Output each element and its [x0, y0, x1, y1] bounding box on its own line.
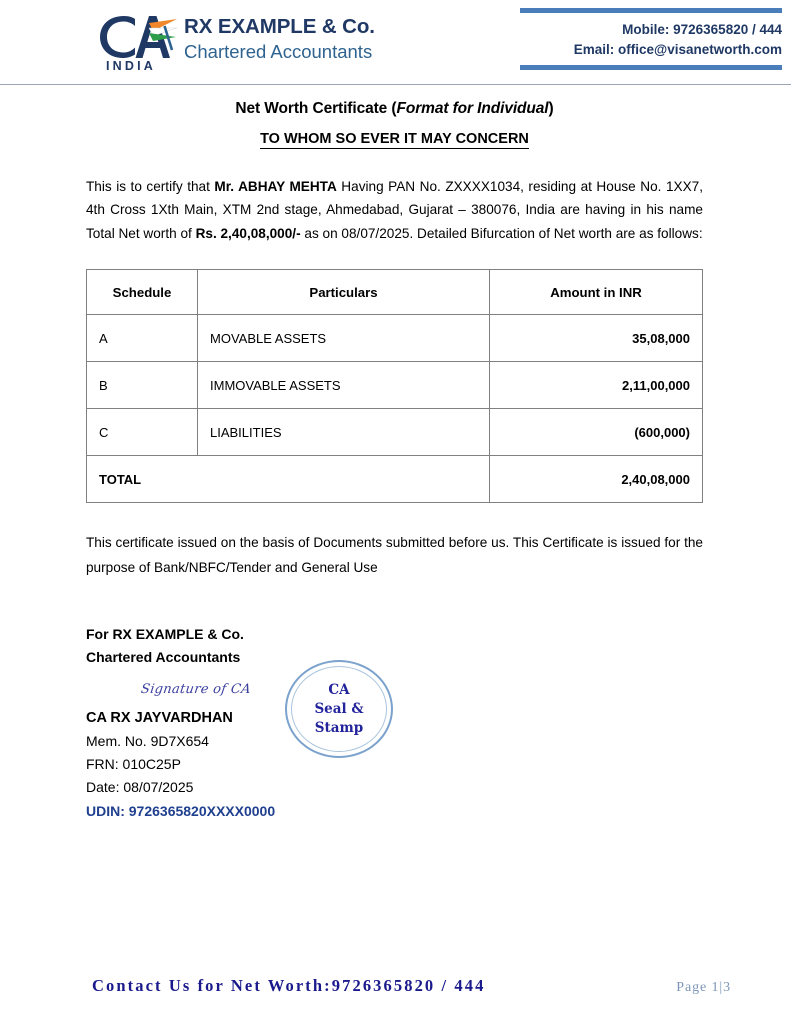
cell-amount: 2,11,00,000: [490, 362, 703, 409]
document-body: [86, 95, 703, 853]
page-title-suffix: ): [548, 100, 554, 117]
firm-name: RX EXAMPLE & Co.: [184, 14, 375, 38]
intro-text-3: as on 08/07/2025. Detailed Bifurcation of Net worth are as follows:: [300, 225, 703, 241]
ca-seal-stamp-icon: [285, 660, 393, 758]
signatory-designation: Chartered Accountants: [86, 649, 241, 666]
document-footer: [92, 976, 731, 996]
cell-schedule: A: [87, 315, 198, 362]
page-subtitle-text: TO WHOM SO EVER IT MAY CONCERN: [260, 131, 529, 147]
cell-amount: (600,000): [490, 409, 703, 456]
ca-india-logo-icon: [92, 6, 178, 72]
logo-india-text: INDIA: [106, 59, 157, 72]
closing-paragraph: This certificate issued on the basis of Documents submitted before us. This Certificate is issued for the purpose of Bank/NBFC/Tender and General Use: [86, 535, 703, 576]
certification-paragraph: [86, 175, 703, 245]
cell-particulars: MOVABLE ASSETS: [198, 315, 490, 362]
header-mobile: Mobile: 9726365820 / 444: [622, 22, 782, 37]
header-contact-block: [520, 8, 782, 70]
footer-contact: Contact Us for Net Worth:9726365820 / 444: [92, 976, 486, 995]
signature-date: Date: 08/07/2025: [86, 778, 194, 795]
cell-schedule: C: [87, 409, 198, 456]
seal-line-1: CA: [328, 681, 350, 698]
membership-number: Mem. No. 9D7X654: [86, 732, 209, 749]
header-bar-bottom: [520, 65, 782, 70]
document-header: [0, 0, 791, 85]
firm-subtitle: Chartered Accountants: [184, 41, 373, 63]
header-email: Email: office@visanetworth.com: [573, 41, 782, 57]
firm-registration-number: FRN: 010C25P: [86, 755, 181, 772]
seal-line-3: Stamp: [314, 719, 364, 736]
net-worth-amount: Rs. 2,40,08,000/-: [195, 225, 301, 241]
cell-amount: 35,08,000: [490, 315, 703, 362]
firm-branding: [92, 6, 375, 72]
header-bar-top: [520, 8, 782, 13]
person-name: Mr. ABHAY MEHTA: [214, 179, 337, 194]
table-row: [87, 315, 703, 362]
total-label: TOTAL: [87, 456, 490, 503]
footer-page-number: Page 1|3: [676, 980, 731, 995]
column-header-particulars: Particulars: [198, 270, 490, 315]
column-header-schedule: Schedule: [87, 270, 198, 315]
table-row: [87, 409, 703, 456]
seal-line-2: Seal &: [314, 700, 364, 717]
handwritten-signature: Signature of CA: [139, 681, 252, 697]
net-worth-table: [86, 269, 703, 503]
table-row: [87, 362, 703, 409]
table-header-row: [87, 270, 703, 315]
signatory-firm: For RX EXAMPLE & Co.: [86, 626, 244, 643]
intro-text-1: This is to certify that: [86, 179, 215, 194]
total-amount: 2,40,08,000: [490, 456, 703, 503]
table-total-row: [87, 456, 703, 503]
cell-particulars: LIABILITIES: [198, 409, 490, 456]
header-divider: [0, 84, 791, 85]
seal-text: [287, 662, 391, 756]
signature-block: [86, 623, 703, 853]
column-header-amount: Amount in INR: [490, 270, 703, 315]
cell-schedule: B: [87, 362, 198, 409]
udin-number: UDIN: 9726365820XXXX0000: [86, 802, 276, 819]
intro-text-2: Having PAN No. ZXXXX1034, residing at House No. 1XX7, 4th Cross 1Xth Main, XTM 2nd stage, Ahmedabad, Gujarat – 380076, India are having in his name Total Net worth of: [86, 179, 703, 241]
cell-particulars: IMMOVABLE ASSETS: [198, 362, 490, 409]
page-title-prefix: Net Worth Certificate (: [235, 100, 397, 117]
page-title-italic: Format for Individual: [396, 100, 549, 117]
ca-name: CA RX JAYVARDHAN: [86, 709, 233, 726]
page-title: [86, 100, 703, 118]
page-subtitle: [86, 131, 703, 147]
